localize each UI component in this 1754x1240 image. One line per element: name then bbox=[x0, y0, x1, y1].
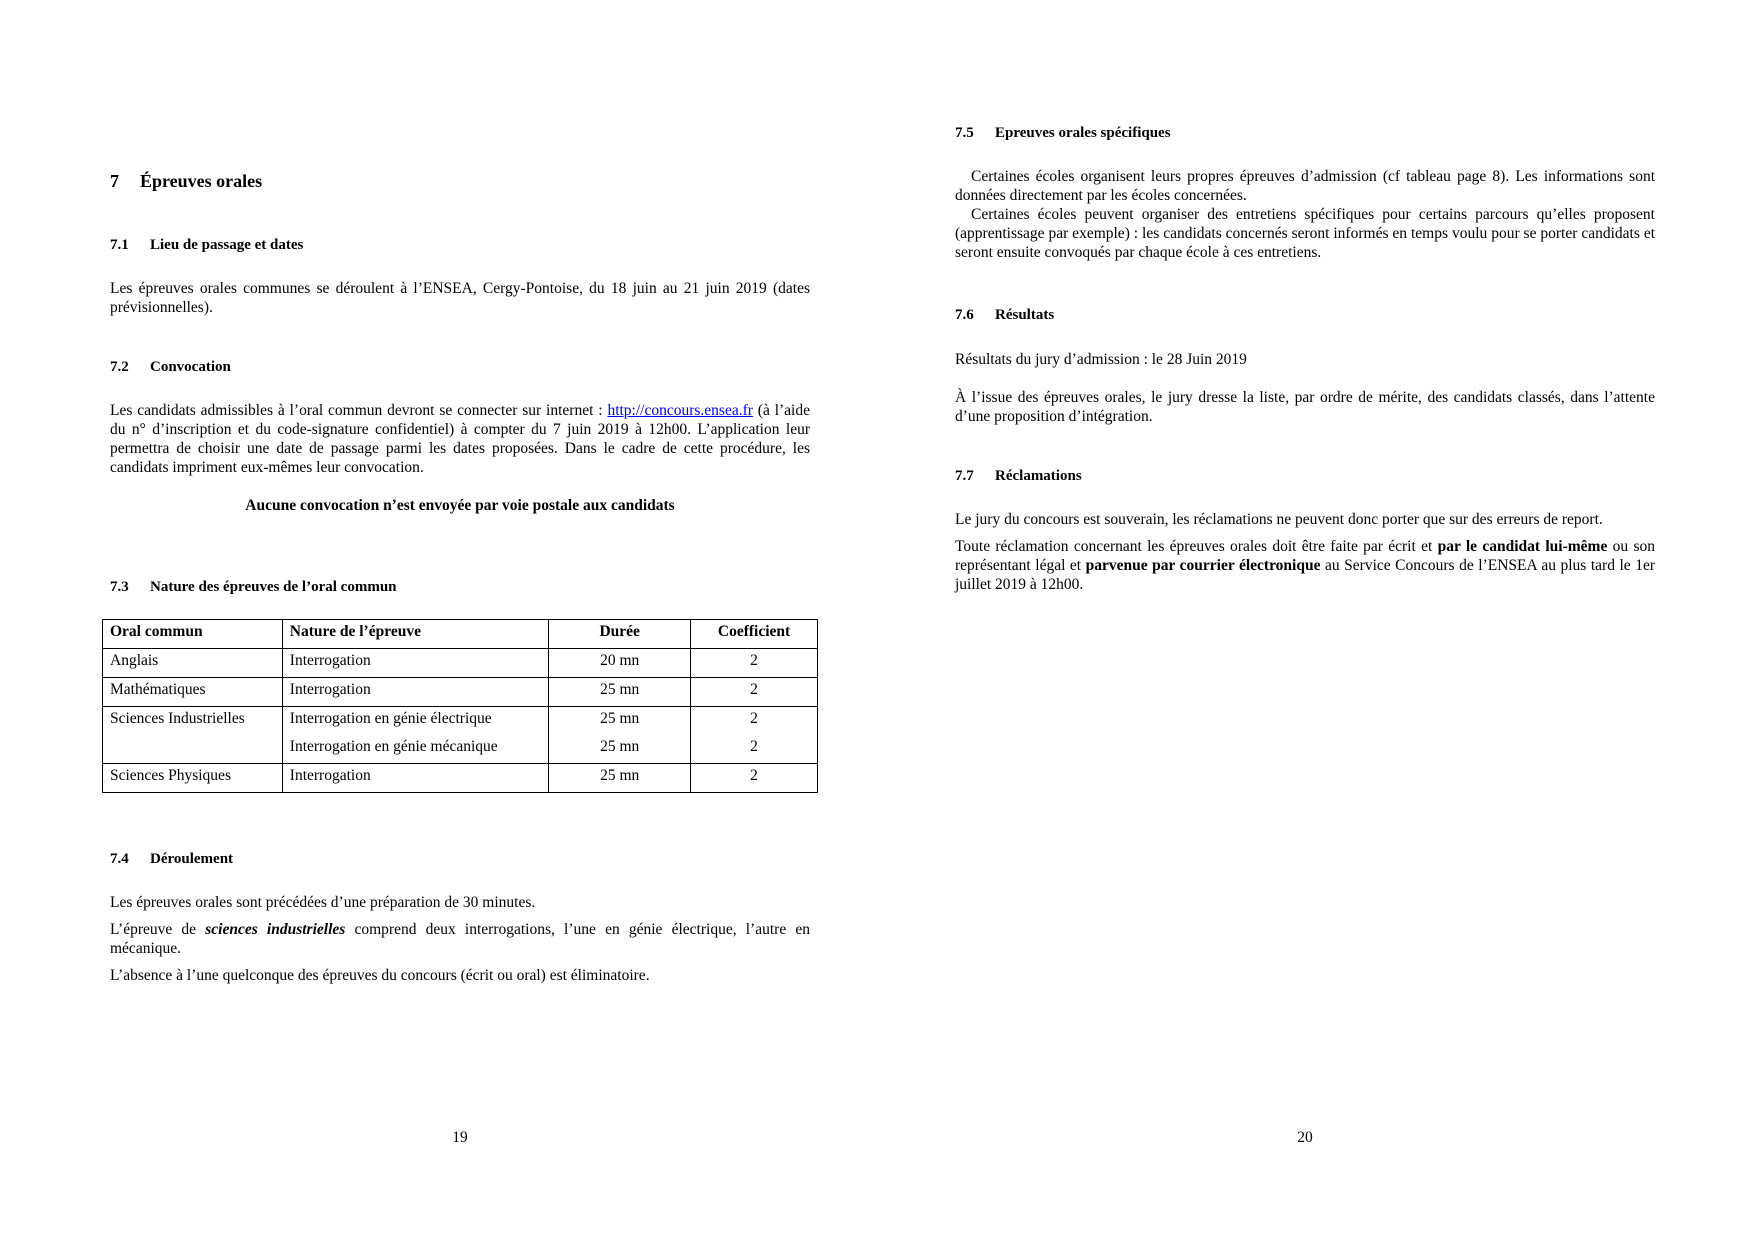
table-cell: Interrogation en génie électrique bbox=[282, 707, 549, 736]
paragraph: Résultats du jury d’admission : le 28 Juin 2019 bbox=[955, 351, 1247, 368]
table-header: Durée bbox=[549, 620, 691, 649]
table-row bbox=[103, 735, 818, 764]
paragraph: Le jury du concours est souverain, les réclamations ne peuvent donc porter que sur des erreurs de report. bbox=[955, 511, 1603, 528]
section-7-1-body bbox=[110, 279, 810, 317]
table-cell: Interrogation bbox=[282, 649, 549, 678]
paragraph: À l’issue des épreuves orales, le jury dresse la liste, par ordre de mérite, des candidats classés, dans l’attente d’une proposition d’intégration. bbox=[955, 389, 1655, 425]
page-number: 19 bbox=[452, 1129, 468, 1146]
table-cell: 2 bbox=[691, 678, 818, 707]
section-number: 7 bbox=[110, 171, 119, 191]
section-7-4-body bbox=[110, 893, 810, 985]
section-7-1-heading bbox=[110, 236, 810, 255]
convocation-notice: Aucune convocation n’est envoyée par voie postale aux candidats bbox=[245, 497, 675, 514]
table-row bbox=[103, 764, 818, 793]
section-7-7-body bbox=[955, 510, 1655, 594]
table-header: Oral commun bbox=[103, 620, 283, 649]
left-page bbox=[110, 0, 810, 1240]
section-number: 7.1 bbox=[110, 237, 129, 253]
right-page bbox=[955, 0, 1655, 1240]
section-title: Nature des épreuves de l’oral commun bbox=[150, 579, 397, 595]
section-7-5-heading bbox=[955, 124, 1655, 143]
table-cell: 2 bbox=[691, 735, 818, 764]
table-cell: 25 mn bbox=[549, 735, 691, 764]
table-cell: Mathématiques bbox=[103, 678, 283, 707]
section-7-6-heading bbox=[955, 306, 1655, 325]
section-7-3-heading bbox=[110, 578, 810, 597]
concours-link[interactable]: http://concours.ensea.fr bbox=[607, 402, 753, 419]
section-7-2-body bbox=[110, 401, 810, 477]
table-header: Nature de l’épreuve bbox=[282, 620, 549, 649]
paragraph: Les épreuves orales sont précédées d’une préparation de 30 minutes. bbox=[110, 894, 536, 911]
section-title: Lieu de passage et dates bbox=[150, 237, 304, 253]
table-cell: Anglais bbox=[103, 649, 283, 678]
table-cell: Sciences Physiques bbox=[103, 764, 283, 793]
section-title: Déroulement bbox=[150, 851, 234, 867]
section-7-2-heading bbox=[110, 358, 810, 377]
page-number: 20 bbox=[1297, 1129, 1313, 1146]
section-number: 7.4 bbox=[110, 851, 129, 867]
section-number: 7.7 bbox=[955, 468, 974, 484]
table-cell: 2 bbox=[691, 649, 818, 678]
table-cell: 25 mn bbox=[549, 707, 691, 736]
section-7-heading bbox=[110, 172, 810, 191]
section-title: Convocation bbox=[150, 359, 231, 375]
table-cell: Interrogation bbox=[282, 764, 549, 793]
table-row bbox=[103, 707, 818, 736]
table-cell: Sciences Industrielles bbox=[103, 707, 283, 736]
oral-table-wrapper bbox=[102, 619, 818, 793]
section-number: 7.6 bbox=[955, 307, 974, 323]
table-cell: 25 mn bbox=[549, 764, 691, 793]
section-number: 7.3 bbox=[110, 579, 129, 595]
section-7-4-heading bbox=[110, 850, 810, 869]
table-header-row bbox=[103, 620, 818, 649]
paragraph: Les épreuves orales communes se déroulent à l’ENSEA, Cergy-Pontoise, du 18 juin au 21 juin 2019 (dates prévisionnelles). bbox=[110, 280, 810, 316]
table-cell: 25 mn bbox=[549, 678, 691, 707]
section-title: Résultats bbox=[995, 307, 1055, 323]
table-cell: 2 bbox=[691, 764, 818, 793]
table-cell: 2 bbox=[691, 707, 818, 736]
paragraph: L’épreuve de sciences industrielles comprend deux interrogations, l’une en génie électrique, l’autre en mécanique. bbox=[110, 921, 810, 957]
table-cell: 20 mn bbox=[549, 649, 691, 678]
table-row bbox=[103, 649, 818, 678]
section-title: Réclamations bbox=[995, 468, 1082, 484]
section-number: 7.5 bbox=[955, 125, 974, 141]
section-title: Épreuves orales bbox=[140, 171, 263, 191]
section-7-6-body bbox=[955, 350, 1655, 426]
table-cell: Interrogation bbox=[282, 678, 549, 707]
table-cell: Interrogation en génie mécanique bbox=[282, 735, 549, 764]
section-7-5-body bbox=[955, 167, 1655, 262]
paragraph: Certaines écoles peuvent organiser des entretiens spécifiques pour certains parcours qu’elles proposent (apprentissage par exemple) : les candidats concernés seront informés en temps voulu pour se porter candidats et seront ensuite convoqués par chaque école à ces entretiens. bbox=[955, 206, 1655, 261]
oral-table bbox=[102, 619, 818, 793]
table-header: Coefficient bbox=[691, 620, 818, 649]
paragraph: Les candidats admissibles à l’oral commun devront se connecter sur internet : http://concours.ensea.fr (à l’aide du n° d’inscription et du code-signature confidentiel) à compter du 7 juin 2019 à 12h00. L’application leur permettra de choisir une date de passage parmi les dates proposées. Dans le cadre de cette procédure, les candidats impriment eux-mêmes leur convocation. bbox=[110, 402, 810, 476]
table-row bbox=[103, 678, 818, 707]
section-number: 7.2 bbox=[110, 359, 129, 375]
paragraph: Toute réclamation concernant les épreuves orales doit être faite par écrit et par le candidat lui-même ou son représentant légal et parvenue par courrier électronique au Service Concours de l’ENSEA au plus tard le 1er juillet 2019 à 12h00. bbox=[955, 538, 1655, 593]
section-title: Epreuves orales spécifiques bbox=[995, 125, 1171, 141]
section-7-7-heading bbox=[955, 467, 1655, 486]
table-cell bbox=[103, 735, 283, 764]
paragraph: Certaines écoles organisent leurs propres épreuves d’admission (cf tableau page 8). Les informations sont données directement par les écoles concernées. bbox=[955, 168, 1655, 204]
paragraph: L’absence à l’une quelconque des épreuves du concours (écrit ou oral) est éliminatoire. bbox=[110, 967, 650, 984]
